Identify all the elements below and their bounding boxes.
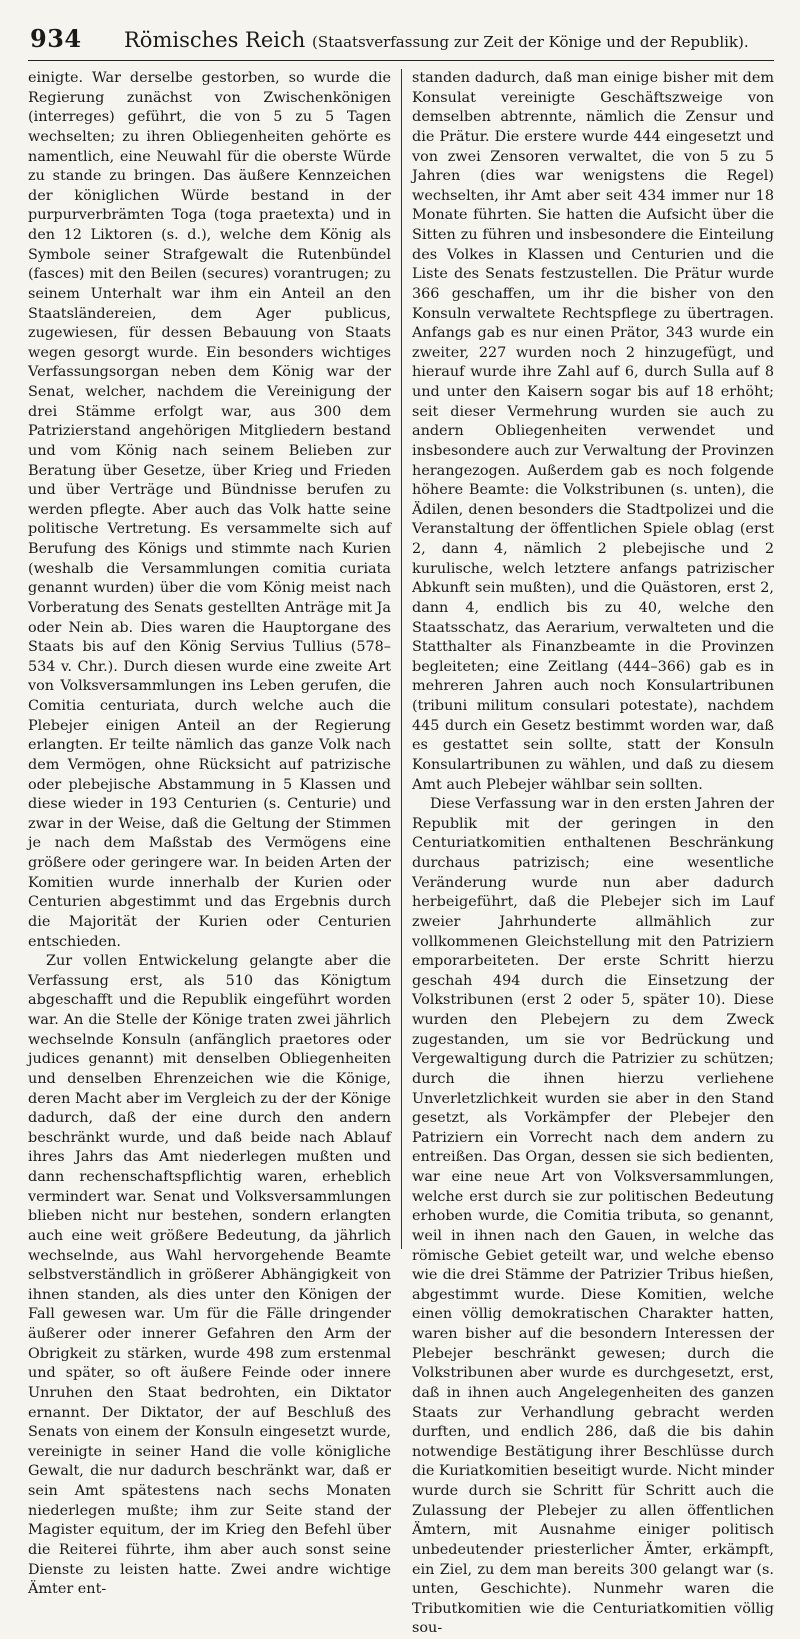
page-header	[28, 22, 774, 61]
running-head-subtitle: (Staatsverfassung zur Zeit der Könige und der Republik).	[311, 33, 749, 51]
text-columns	[28, 69, 774, 1637]
paragraph: einigte. War derselbe gestorben, so wurde die Regierung zunächst von Zwischenkönigen (interreges) geführt, die von 5 zu 5 Tagen wechselten; zu ihren Obliegenheiten gehörte es namentlich, eine Neuwahl für die oberste Würde zu stande zu bringen. Das äußere Kennzeichen der königlichen Würde bestand in der purpurverbrämten Toga (toga praetexta) und in den 12 Liktoren (s. d.), welche dem König als Symbole seiner Strafgewalt die Rutenbündel (fasces) mit den Beilen (secures) vorantrugen; zu seinem Unterhalt war ihm ein Anteil an den Staatsländereien, dem Ager publicus, zugewiesen, für dessen Bebauung von Staats wegen gesorgt wurde. Ein besonders wichtiges Verfassungsorgan neben dem König war der Senat, welcher, nachdem die Vereinigung der drei Stämme erfolgt war, aus 300 dem Patrizierstand angehörigen Mitgliedern bestand und vom König nach seinem Belieben zur Beratung über Gesetze, über Krieg und Frieden und über Verträge und Bündnisse berufen zu werden pflegte. Aber auch das Volk hatte seine politische Vertretung. Es versammelte sich auf Berufung des Königs und stimmte nach Kurien (weshalb die Versammlungen comitia curiata genannt wurden) über die vom König meist nach Vorberatung des Senats gestellten Anträge mit Ja oder Nein ab. Dies waren die Hauptorgane des Staats bis auf den König Servius Tullius (578–534 v. Chr.). Durch diesen wurde eine zweite Art von Volksversammlungen ins Leben gerufen, die Comitia centuriata, durch welche auch die Plebejer einigen Anteil an der Regierung erlangten. Er teilte nämlich das ganze Volk nach dem Vermögen, ohne Rücksicht auf patrizische oder plebejische Abstammung in 5 Klassen und diese wieder in 193 Centurien (s. Centurie) und zwar in der Weise, daß die Geltung der Stimmen je nach dem Maßstab des Vermögens eine größere oder geringere war. In beiden Arten der Komitien wurde innerhalb der Kurien oder Centurien abgestimmt und das Ergebnis durch die Majorität der Kurien oder Centurien entschieden.	[28, 70, 391, 950]
paragraph: Zur vollen Entwickelung gelangte aber die Verfassung erst, als 510 das Königtum abgeschafft und die Republik eingeführt worden war. An die Stelle der Könige traten zwei jährlich wechselnde Konsuln (anfänglich praetores oder judices genannt) mit denselben Obliegenheiten und denselben Ehrenzeichen wie die Könige, deren Macht aber im Vergleich zu der der Könige dadurch, daß der eine durch den andern beschränkt wurde, und daß beide nach Ablauf ihres Jahrs das Amt niederlegen mußten und dann rechenschaftspflichtig waren, erheblich vermindert war. Senat und Volksversammlungen blieben nicht nur bestehen, sondern erlangten auch eine weit größere Bedeutung, da jährlich wechselnde, aus Wahl hervorgehende Beamte selbstverständlich in größerer Abhängigkeit von ihnen standen, als dies unter den Königen der Fall gewesen war. Um für die Fälle dringender äußerer oder innerer Gefahren den Arm der Obrigkeit zu stärken, wurde 498 zum erstenmal und später, so oft äußere Feinde oder innere Unruhen den Staat bedrohten, ein Diktator ernannt. Der Diktator, der auf Beschluß des Senats von einem der Konsuln eingesetzt wurde, vereinigte in seiner Hand die volle königliche Gewalt, die nur dadurch beschränkt war, daß er sein Amt spätestens nach sechs Monaten niederlegen mußte; ihm zur Seite stand der Magister equitum, der im Krieg den Befehl über die Reiterei führte, ihm aber auch sonst seine Dienste zu leisten hatte. Zwei andre wichtige Ämter ent-	[28, 953, 391, 1598]
running-head-title: Römisches Reich	[124, 28, 306, 52]
left-column	[28, 69, 401, 1598]
paragraph: Diese Verfassung war in den ersten Jahren der Republik mit der geringen in den Centuriatkomitien enthaltenen Beschränkung durchaus patrizisch; eine wesentliche Veränderung wurde nun aber dadurch herbeigeführt, daß die Plebejer sich im Lauf zweier Jahrhunderte allmählich zur vollkommenen Gleichstellung mit den Patriziern emporarbeiteten. Der erste Schritt hierzu geschah 494 durch die Einsetzung der Volkstribunen (erst 2 oder 5, später 10). Diese wurden den Plebejern zu dem Zweck zugestanden, um sie vor Bedrückung und Vergewaltigung durch die Patrizier zu schützen; durch die ihnen hierzu verliehene Unverletzlichkeit wurden sie aber in den Stand gesetzt, als Vorkämpfer der Plebejer den Patriziern ein Vorrecht nach dem andern zu entreißen. Das Organ, dessen sie sich bedienten, war eine neue Art von Volksversammlungen, welche erst durch sie zur politischen Bedeutung erhoben wurde, die Comitia tributa, so genannt, weil in ihnen nach den Gauen, in welche das römische Gebiet geteilt war, und welche ebenso wie die drei Stämme der Patrizier Tribus hießen, abgestimmt wurde. Diese Komitien, welche einen völlig demokratischen Charakter hatten, waren bisher auf die besondern Interessen der Plebejer beschränkt gewesen; durch die Volkstribunen aber wurde es durchgesetzt, erst, daß in ihnen auch Angelegenheiten des ganzen Staats zur Verhandlung gebracht werden durften, und endlich 286, daß die bis dahin notwendige Bestätigung ihrer Beschlüsse durch die Kuriatkomitien beseitigt wurde. Nicht minder wurde durch sie Schritt für Schritt auch die Zulassung der Plebejer zu allen öffentlichen Ämtern, mit Ausnahme einiger politisch unbedeutender priesterlicher Ämter, erkämpft, ein Ziel, zu dem man bereits 300 gelangt war (s. unten, Geschichte). Nunmehr waren die Tributkomitien wie die Centuriatkomitien völlig sou-	[412, 796, 774, 1637]
running-head	[124, 28, 749, 52]
paragraph: standen dadurch, daß man einige bisher mit dem Konsulat vereinigte Geschäftszweige von demselben abtrennte, nämlich die Zensur und die Prätur. Die erstere wurde 444 eingesetzt und von zwei Zensoren verwaltet, die von 5 zu 5 Jahren (dies war wenigstens die Regel) wechselten, ihr Amt aber seit 434 immer nur 18 Monate führten. Sie hatten die Aufsicht über die Sitten zu führen und insbesondere die Einteilung des Volkes in Klassen und Centurien und die Liste des Senats festzustellen. Die Prätur wurde 366 geschaffen, um ihr die bisher von den Konsuln verwaltete Rechtspflege zu übertragen. Anfangs gab es nur einen Prätor, 343 wurde ein zweiter, 227 wurden noch 2 hinzugefügt, und hierauf wurde ihre Zahl auf 6, durch Sulla auf 8 und unter den Kaisern sogar bis auf 18 erhöht; seit dieser Vermehrung wurden sie auch zu andern Obliegenheiten verwendet und insbesondere auch zur Verwaltung der Provinzen herangezogen. Außerdem gab es noch folgende höhere Beamte: die Volkstribunen (s. unten), die Ädilen, denen besonders die Stadtpolizei und die Veranstaltung der öffentlichen Spiele oblag (erst 2, dann 4, nämlich 2 plebejische und 2 kurulische, welch letztere anfangs patrizischer Abkunft sein mußten), und die Quästoren, erst 2, dann 4, endlich bis zu 40, welche den Staatsschatz, das Aerarium, verwalteten und die Statthalter als Finanzbeamte in die Provinzen begleiteten; eine Zeitlang (444–366) gab es in mehreren Jahren auch noch Konsulartribunen (tribuni militum consulari potestate), nachdem 445 durch ein Gesetz bestimmt worden war, daß es gestattet sein sollte, statt der Konsuln Konsulartribunen zu wählen, und daß zu diesem Amt auch Plebejer wählbar sein sollten.	[412, 70, 774, 793]
page-number: 934	[30, 24, 82, 53]
right-column	[401, 69, 774, 1637]
